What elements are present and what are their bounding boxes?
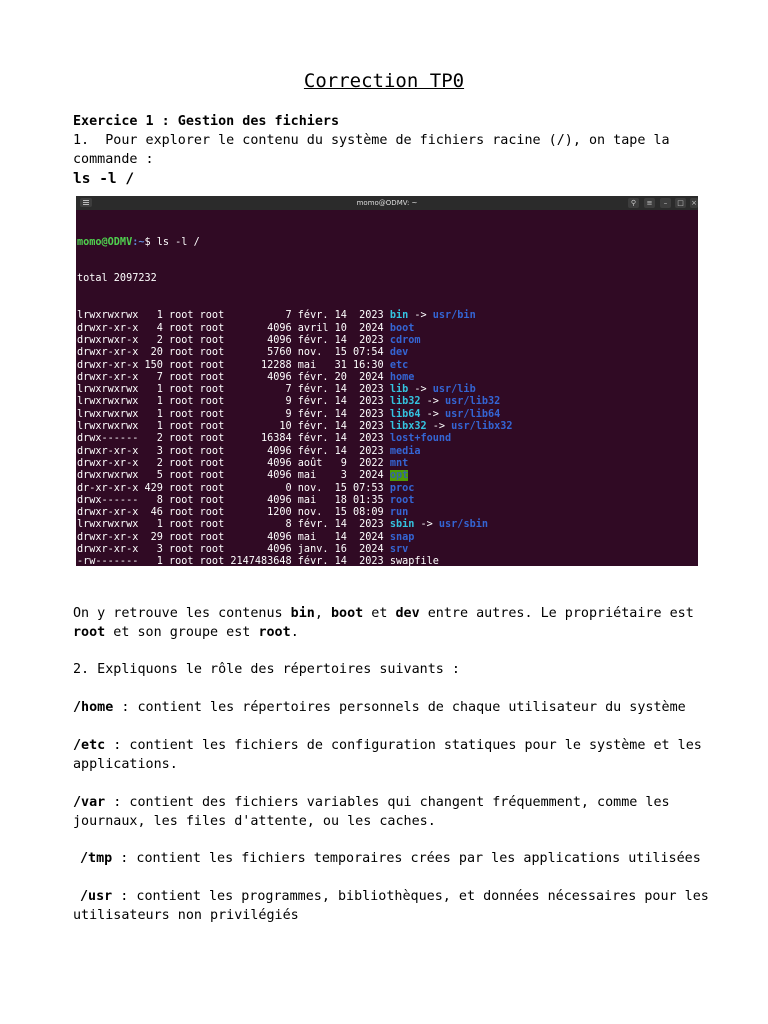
text: . [290, 625, 299, 640]
term-bin: bin [290, 606, 315, 621]
definition-etc-line-2: applications. [73, 757, 178, 772]
term-root-owner: root [73, 625, 106, 640]
symlink-arrow: -> [408, 310, 433, 322]
definition-term: /var [73, 795, 106, 810]
entry-metadata: drwxr-xr-x 20 root root 5760 nov. 15 07:54 [77, 347, 390, 359]
entry-name: sbin [389, 519, 415, 531]
text: , [314, 606, 331, 621]
search-icon: ⚲ [628, 198, 639, 208]
command-text: ls -l / [73, 171, 135, 187]
prompt-command: ls -l / [156, 236, 200, 248]
maximize-icon: □ [675, 198, 686, 208]
question-1-line-1: 1. Pour explorer le contenu du système de fichiers racine (/), on tape la [73, 133, 670, 148]
entry-metadata: lrwxrwxrwx 1 root root 9 févr. 14 2023 [77, 408, 390, 420]
entry-metadata: drwxrwxrwx 5 root root 4096 mai 3 2024 [77, 470, 390, 482]
entry-metadata: drwxr-xr-x 2 root root 4096 août 9 2022 [77, 457, 390, 469]
definition-usr-line-2: utilisateurs non privilégiés [73, 908, 299, 923]
entry-metadata: drwx------ 8 root root 4096 mai 18 01:35 [77, 494, 390, 506]
entry-name: libx32 [389, 421, 427, 433]
terminal-listing-row [77, 396, 698, 408]
entry-name: cdrom [389, 334, 421, 346]
definition-var [73, 793, 693, 812]
symlink-target: usr/lib32 [445, 396, 501, 408]
prompt-user: momo@ODMV [77, 236, 133, 248]
terminal-screenshot [76, 196, 698, 566]
entry-metadata: drwxr-xr-x 4 root root 4096 avril 10 2024 [77, 322, 390, 334]
terminal-listing-row [77, 544, 698, 556]
entry-name: lost+found [389, 433, 452, 445]
entry-name: lib [389, 384, 409, 396]
entry-metadata: lrwxrwxrwx 1 root root 7 févr. 14 2023 [77, 384, 390, 396]
entry-name: srv [389, 544, 409, 556]
terminal-listing-row [77, 470, 698, 482]
terminal-listing-row [77, 323, 698, 335]
definition-term: /tmp [80, 851, 113, 866]
term-root-group: root [258, 625, 291, 640]
entry-metadata: drwxr-xr-x 3 root root 4096 févr. 14 2023 [77, 445, 390, 457]
definition-usr [80, 887, 709, 906]
text: On y retrouve les contenus [73, 606, 291, 621]
definition-var-line-2: journaux, les files d'attente, ou les caches. [73, 814, 436, 829]
entry-name: boot [389, 322, 415, 334]
terminal-listing-row [77, 495, 698, 507]
definition-etc [73, 736, 702, 755]
terminal-listing-row [77, 372, 698, 384]
exercise-heading: Exercice 1 : Gestion des fichiers [73, 114, 340, 129]
paragraph-contents-line-1 [73, 604, 693, 623]
entry-name: home [389, 371, 415, 383]
entry-metadata: lrwxrwxrwx 1 root root 10 févr. 14 2023 [77, 421, 390, 433]
terminal-listing-row [77, 310, 698, 322]
entry-metadata: dr-xr-xr-x 429 root root 0 nov. 15 07:53 [77, 482, 390, 494]
entry-metadata: drwxr-xr-x 29 root root 4096 mai 14 2024 [77, 531, 390, 543]
text: et son groupe est [105, 625, 259, 640]
hamburger-menu-icon: ≡ [644, 198, 655, 208]
symlink-arrow: -> [420, 408, 446, 420]
text: entre autres. Le propriétaire est [419, 606, 694, 621]
symlink-target: usr/libx32 [451, 421, 513, 433]
entry-name: etc [389, 359, 409, 371]
entry-name: swapfile [389, 556, 439, 566]
entry-name: proc [389, 482, 415, 494]
definition-tmp [80, 849, 700, 868]
entry-metadata: drwxr-xr-x 46 root root 1200 nov. 15 08:09 [77, 507, 390, 519]
entry-name: lib64 [389, 408, 421, 420]
definition-text: : contient les répertoires personnels de chaque utilisateur du système [113, 700, 686, 715]
terminal-listing [77, 310, 698, 566]
terminal-listing-row [77, 409, 698, 421]
entry-name: lib32 [389, 396, 421, 408]
definition-text: : contient les programmes, bibliothèques, et données nécessaires pour les [112, 889, 709, 904]
symlink-target: usr/lib64 [445, 408, 501, 420]
symlink-arrow: -> [408, 384, 433, 396]
entry-name: bin [389, 310, 409, 322]
entry-metadata: drwxrwxr-x 2 root root 4096 févr. 14 2023 [77, 334, 390, 346]
paragraph-contents-line-2 [73, 623, 693, 642]
entry-name: run [389, 507, 409, 519]
question-1-line-2: commande : [73, 152, 154, 167]
entry-name: mnt [389, 457, 409, 469]
close-icon: × [691, 199, 697, 207]
terminal-listing-row [77, 507, 698, 519]
entry-metadata: lrwxrwxrwx 1 root root 8 févr. 14 2023 [77, 519, 390, 531]
terminal-listing-row [77, 421, 698, 433]
minimize-icon: – [660, 198, 671, 208]
definition-home [73, 698, 693, 717]
entry-metadata: -rw------- 1 root root 2147483648 févr. 14 2023 [77, 556, 390, 566]
terminal-listing-row [77, 360, 698, 372]
prompt-path: :~ [132, 236, 145, 248]
definition-text: : contient les fichiers temporaires crées par les applications utilisées [112, 851, 701, 866]
definition-text: : contient les fichiers de configuration statiques pour le système et les [105, 738, 702, 753]
symlink-arrow: -> [420, 396, 446, 408]
terminal-titlebar [76, 196, 698, 210]
entry-metadata: drwxr-xr-x 150 root root 12288 mai 31 16:30 [77, 359, 390, 371]
symlink-arrow: -> [426, 421, 452, 433]
symlink-target: usr/lib [432, 384, 476, 396]
entry-name: opt [389, 470, 409, 482]
terminal-prompt-line [77, 237, 698, 249]
entry-metadata: lrwxrwxrwx 1 root root 7 févr. 14 2023 [77, 310, 390, 322]
definition-term: /usr [80, 889, 113, 904]
terminal-listing-row [77, 458, 698, 470]
terminal-listing-row [77, 384, 698, 396]
terminal-listing-row [77, 519, 698, 531]
definition-term: /home [73, 700, 114, 715]
terminal-listing-row [77, 532, 698, 544]
document-title: Correction TP0 [303, 70, 465, 92]
entry-metadata: drwxr-xr-x 7 root root 4096 févr. 20 2024 [77, 371, 390, 383]
terminal-window-title: momo@ODMV: ~ [356, 199, 418, 207]
entry-metadata: drwx------ 2 root root 16384 févr. 14 2023 [77, 433, 390, 445]
entry-name: root [389, 494, 415, 506]
term-boot: boot [330, 606, 364, 621]
terminal-listing-row [77, 483, 698, 495]
entry-name: snap [389, 531, 415, 543]
entry-name: media [389, 445, 421, 457]
terminal-output [76, 210, 698, 566]
term-dev: dev [395, 606, 420, 621]
definition-term: /etc [73, 738, 106, 753]
terminal-listing-row [77, 335, 698, 347]
prompt-symbol: $ [144, 236, 157, 248]
entry-metadata: drwxr-xr-x 3 root root 4096 janv. 16 2024 [77, 544, 390, 556]
entry-name: dev [389, 347, 409, 359]
definition-text: : contient des fichiers variables qui changent fréquemment, comme les [105, 795, 670, 810]
terminal-listing-row [77, 433, 698, 445]
terminal-listing-row [77, 556, 698, 566]
text: et [363, 606, 396, 621]
terminal-listing-row [77, 446, 698, 458]
symlink-target: usr/sbin [438, 519, 488, 531]
symlink-target: usr/bin [432, 310, 476, 322]
entry-metadata: lrwxrwxrwx 1 root root 9 févr. 14 2023 [77, 396, 390, 408]
question-2: 2. Expliquons le rôle des répertoires suivants : [73, 662, 460, 677]
symlink-arrow: -> [414, 519, 439, 531]
terminal-listing-row [77, 347, 698, 359]
terminal-total-line: total 2097232 [77, 273, 157, 285]
